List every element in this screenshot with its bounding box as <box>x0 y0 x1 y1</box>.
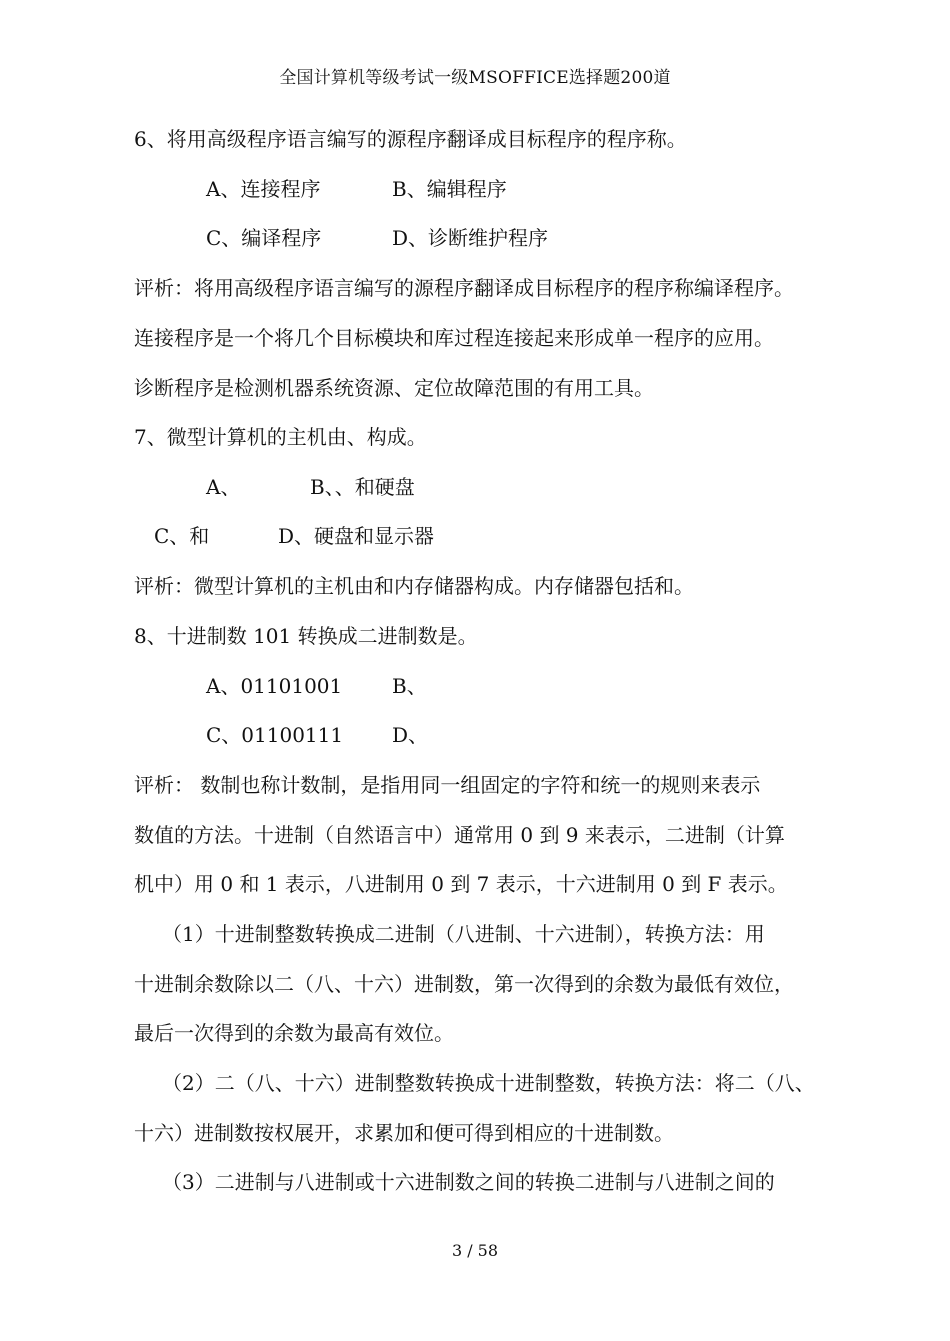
q6-analysis-line-2: 连接程序是一个将几个目标模块和库过程连接起来形成单一程序的应用。 <box>134 326 774 350</box>
q8-option-a: A、01101001 <box>206 674 343 698</box>
q8-analysis-line-1: 评析： 数制也称计数制，是指用同一组固定的字符和统一的规则来表示 <box>134 773 761 797</box>
q7-option-c: C、和 <box>154 524 210 548</box>
q8-analysis-line-3: 机中）用 0 和 1 表示，八进制用 0 到 7 表示，十六进制用 0 到 F 表示。 <box>134 872 788 896</box>
q8-analysis-line-9: （3）二进制与八进制或十六进制数之间的转换二进制与八进制之间的 <box>162 1170 775 1194</box>
question-7: 7、微型计算机的主机由、构成。 <box>134 425 427 449</box>
page-number: 3 / 58 <box>451 1241 499 1260</box>
question-8: 8、十进制数 101 转换成二进制数是。 <box>134 624 478 648</box>
question-7-options-cd <box>154 521 434 551</box>
question-6-options-cd <box>206 223 548 253</box>
q7-option-b: B、、和硬盘 <box>310 475 415 499</box>
q6-option-c: C、编译程序 <box>206 226 322 250</box>
q7-option-d: D、硬盘和显示器 <box>278 524 435 548</box>
q6-option-d: D、诊断维护程序 <box>392 226 549 250</box>
q8-analysis-line-5: 十进制余数除以二（八、十六）进制数，第一次得到的余数为最低有效位， <box>134 972 794 996</box>
q8-analysis-line-8: 十六）进制数按权展开，求累加和便可得到相应的十进制数。 <box>134 1121 674 1145</box>
page-header: 全国计算机等级考试一级MSOFFICE选择题200道 <box>279 68 671 88</box>
question-8-options-ab <box>206 671 427 701</box>
q8-analysis-line-6: 最后一次得到的余数为最高有效位。 <box>134 1021 454 1045</box>
q8-option-c: C、01100111 <box>206 723 344 747</box>
q6-analysis-line-3: 诊断程序是检测机器系统资源、定位故障范围的有用工具。 <box>134 376 654 400</box>
question-7-options-ab <box>206 472 415 502</box>
q8-analysis-line-7: （2）二（八、十六）进制整数转换成十进制整数，转换方法：将二（八、 <box>162 1071 815 1095</box>
q8-analysis-line-4: （1）十进制整数转换成二进制（八进制、十六进制），转换方法：用 <box>162 922 765 946</box>
q6-option-a: A、连接程序 <box>206 177 321 201</box>
q8-option-d: D、 <box>392 723 429 747</box>
q6-option-b: B、编辑程序 <box>392 177 507 201</box>
q8-option-b: B、 <box>392 674 427 698</box>
q6-analysis-line-1: 评析：将用高级程序语言编写的源程序翻译成目标程序的程序称编译程序。 <box>134 276 794 300</box>
q7-analysis-line-1: 评析：微型计算机的主机由和内存储器构成。内存储器包括和。 <box>134 574 694 598</box>
q8-analysis-line-2: 数值的方法。十进制（自然语言中）通常用 0 到 9 来表示，二进制（计算 <box>134 823 785 847</box>
question-6: 6、将用高级程序语言编写的源程序翻译成目标程序的程序称。 <box>134 127 687 151</box>
q7-option-a: A、 <box>206 475 241 499</box>
question-8-options-cd <box>206 720 428 750</box>
question-6-options-ab <box>206 174 507 204</box>
